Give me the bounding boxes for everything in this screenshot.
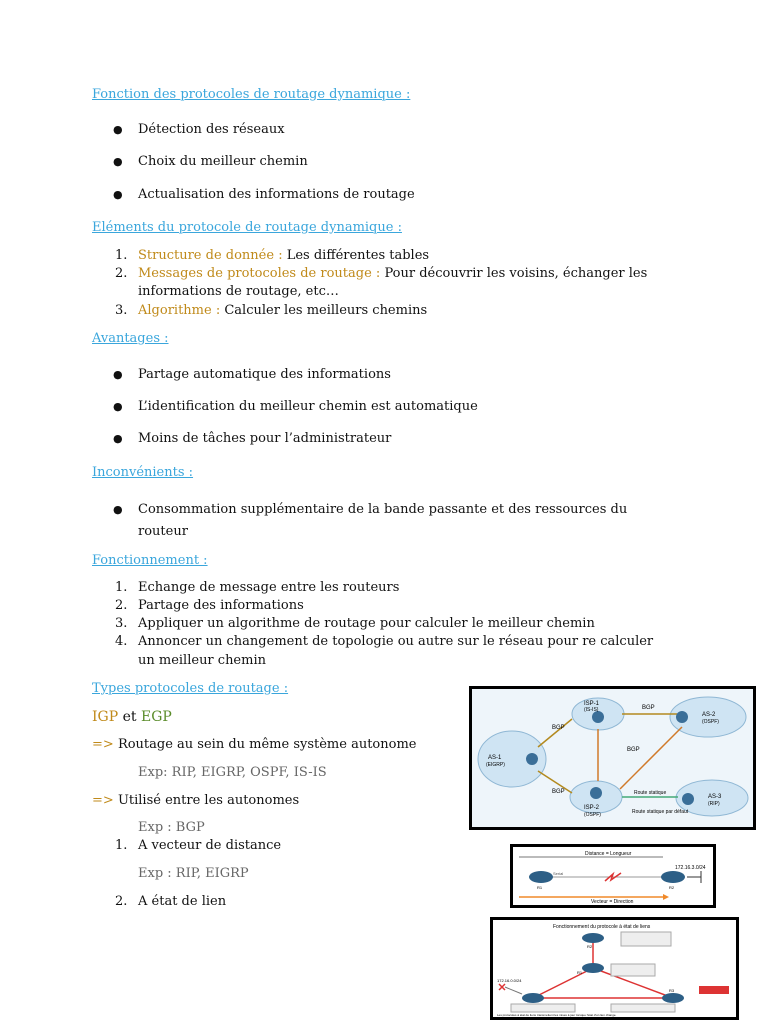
list-number: 1. [115, 248, 128, 263]
item-text: Pour découvrir les voisins, échanger les [384, 266, 648, 281]
label-bgp: BGP [552, 725, 565, 731]
heading-fonction: Fonction des protocoles de routage dynamique : [92, 87, 411, 102]
label-as1-sub: (EIGRP) [486, 762, 505, 768]
list-item: Echange de message entre les routeurs [138, 580, 400, 595]
heading-avantages: Avantages : [92, 331, 169, 346]
heading-inconvenients: Inconvénients : [92, 465, 194, 480]
label-isp1-sub: (IS-IS) [584, 707, 599, 713]
label-isp1: ISP-1 [584, 701, 600, 707]
label-r1: R1 [537, 885, 543, 890]
router-as2 [676, 711, 688, 723]
line-text: Utilisé entre les autonomes [117, 793, 300, 808]
bullet-list-fonction [113, 122, 123, 137]
label-network: 172.16.3.0/24 [675, 865, 706, 871]
item-label: Messages de protocoles de routage : [138, 266, 381, 281]
router-as3 [682, 793, 694, 805]
et-label: et [122, 709, 137, 725]
label-caption: Les protocoles à état de liens transmettent les mises à jour lorsque l'état d'un lien change. [497, 1013, 617, 1017]
router-left [522, 993, 544, 1003]
list-number: 4. [115, 634, 128, 649]
router-as1 [526, 753, 538, 765]
utilise-line [92, 793, 299, 808]
label-as2-sub: (OSPF) [702, 719, 719, 725]
list-item: L’identification du meilleur chemin est automatique [138, 399, 478, 414]
label-route-defaut: Route statique par défaut [632, 809, 689, 815]
bgp-topology-diagram [469, 686, 756, 830]
example-text: Exp : RIP, EIGRP [138, 866, 249, 881]
item-continuation: routeur [138, 524, 188, 539]
list-number: 1. [115, 838, 128, 853]
router-top [582, 933, 604, 943]
label-bgp: BGP [642, 705, 655, 711]
info-box-middle [611, 964, 655, 976]
example-text: Exp: RIP, EIGRP, OSPF, IS-IS [138, 765, 327, 780]
bullet: ● [113, 155, 123, 168]
list-item: Actualisation des informations de routage [138, 187, 415, 202]
label-r3: R3 [669, 988, 675, 993]
label-r2: R2 [587, 944, 593, 949]
list-item: Annoncer un changement de topologie ou autre sur le réseau pour re calculer [138, 634, 654, 649]
info-box-top [621, 932, 671, 946]
router-r2 [661, 871, 685, 883]
label-as2: AS-2 [702, 712, 716, 718]
label-network: 172.16.0.0/24 [497, 978, 522, 983]
list-number: 2. [115, 598, 128, 613]
label-r2: R2 [669, 885, 675, 890]
routage-line [92, 737, 416, 752]
label-bgp: BGP [627, 747, 640, 753]
info-box-left [511, 1004, 575, 1012]
link-state-diagram [490, 917, 739, 1020]
distance-vector-diagram [510, 844, 716, 908]
item-continuation: un meilleur chemin [138, 653, 266, 668]
item-label: Structure de donnée : [138, 248, 283, 263]
list-item: Consommation supplémentaire de la bande passante et des ressources du [138, 502, 628, 517]
list-item: Moins de tâches pour l’administrateur [138, 431, 392, 446]
item-continuation: informations de routage, etc… [138, 284, 339, 299]
list-item: Partage automatique des informations [138, 367, 391, 382]
bullet: ● [113, 188, 123, 201]
list-number: 1. [115, 580, 128, 595]
item-text: Calculer les meilleurs chemins [224, 303, 428, 318]
item-text: Les différentes tables [286, 248, 430, 263]
bullet: ● [113, 123, 123, 136]
label-route-statique: Route statique [634, 790, 667, 796]
label-as3: AS-3 [708, 794, 722, 800]
list-item: Partage des informations [138, 598, 304, 613]
list-number: 3. [115, 616, 128, 631]
list-item: A état de lien [138, 894, 227, 909]
igp-egp-line [92, 709, 172, 725]
list-item [138, 248, 429, 263]
router-isp2 [590, 787, 602, 799]
label-as1: AS-1 [488, 755, 502, 761]
egp-label: EGP [140, 709, 172, 725]
list-item [138, 303, 427, 318]
item-label: Algorithme : [138, 303, 221, 318]
bullet: ● [113, 432, 123, 445]
info-box-right [611, 1004, 675, 1012]
list-item [138, 266, 647, 281]
heading-elements: Eléments du protocole de routage dynamique : [92, 220, 402, 235]
router-middle [582, 963, 604, 973]
label-distance: Distance = Longueur [585, 851, 632, 857]
label-as3-sub: (RIP) [708, 801, 720, 807]
arrow: => [92, 737, 114, 752]
bullet: ● [113, 368, 123, 381]
example-text: Exp : BGP [138, 820, 205, 835]
line-text: Routage au sein du même système autonome [117, 737, 417, 752]
list-number: 3. [115, 303, 128, 318]
list-item: Détection des réseaux [138, 122, 285, 137]
heading-fonctionnement: Fonctionnement : [92, 553, 208, 568]
list-item: A vecteur de distance [138, 838, 282, 853]
label-title: Fonctionnement du protocole à état de liens [553, 924, 651, 930]
label-isp2-sub: (OSPF) [584, 812, 601, 818]
list-item: Choix du meilleur chemin [138, 154, 308, 169]
alert-box [699, 986, 729, 994]
label-r1: R1 [577, 970, 583, 975]
label-bgp: BGP [552, 789, 565, 795]
list-number: 2. [115, 894, 128, 909]
bullet: ● [113, 400, 123, 413]
igp-label: IGP [92, 709, 119, 725]
router-r1 [529, 871, 553, 883]
label-vecteur: Vecteur = Direction [591, 899, 634, 905]
arrow: => [92, 793, 114, 808]
label-serial: Serial [553, 871, 564, 876]
bullet: ● [113, 503, 123, 516]
label-isp2: ISP-2 [584, 805, 600, 811]
list-number: 2. [115, 266, 128, 281]
list-item: Appliquer un algorithme de routage pour calculer le meilleur chemin [138, 616, 595, 631]
heading-types: Types protocoles de routage : [92, 681, 289, 696]
router-right [662, 993, 684, 1003]
